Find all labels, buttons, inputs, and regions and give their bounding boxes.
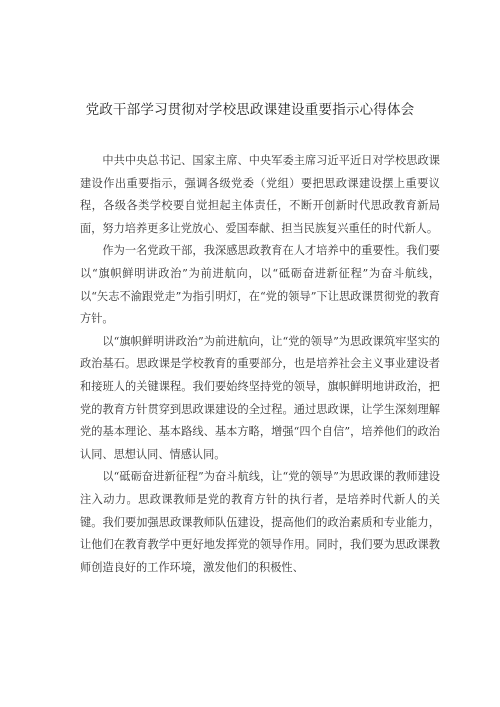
document-body: [80, 150, 440, 579]
body-paragraph: 以“旗帜鲜明讲政治”为前进航向，让“党的领导”为思政课筑牢坚实的政治基石。思政课是学校教育的重要部分，也是培养社会主义事业建设者和接班人的关键课程。我们要始终坚持党的领导，旗帜鲜明地讲政治，把党的教育方针贯穿到思政课建设的全过程。通过思政课，让学生深刻理解党的基本理论、基本路线、基本方略，增强“四个自信”，培养他们的政治认同、思想认同、情感认同。: [80, 334, 440, 461]
body-paragraph: 以“砥砺奋进新征程”为奋斗航线，让“党的领导”为思政课的教师建设注入动力。思政课教师是党的教育方针的执行者，是培养时代新人的关键。我们要加强思政课教师队伍建设，提高他们的政治素质和专业能力，让他们在教育教学中更好地发挥党的领导作用。同时，我们要为思政课教师创造良好的工作环境，激发他们的积极性、: [80, 470, 440, 574]
body-paragraph: 作为一名党政干部，我深感思政教育在人才培养中的重要性。我们要以“旗帜鲜明讲政治”为前进航向，以“砥砺奋进新征程”为奋斗航线，以“矢志不渝跟党走”为指引明灯，在“党的领导”下让思政课贯彻党的教育方针。: [80, 244, 440, 326]
body-paragraph: 中共中央总书记、国家主席、中央军委主席习近平近日对学校思政课建设作出重要指示，强调各级党委（党组）要把思政课建设摆上重要议程，各级各类学校要自觉担起主体责任，不断开创新时代思政教育新局面，努力培养更多让党放心、爱国奉献、担当民族复兴重任的时代新人。: [80, 154, 440, 235]
document-title: 党政干部学习贯彻对学校思政课建设重要指示心得体会: [85, 102, 415, 118]
